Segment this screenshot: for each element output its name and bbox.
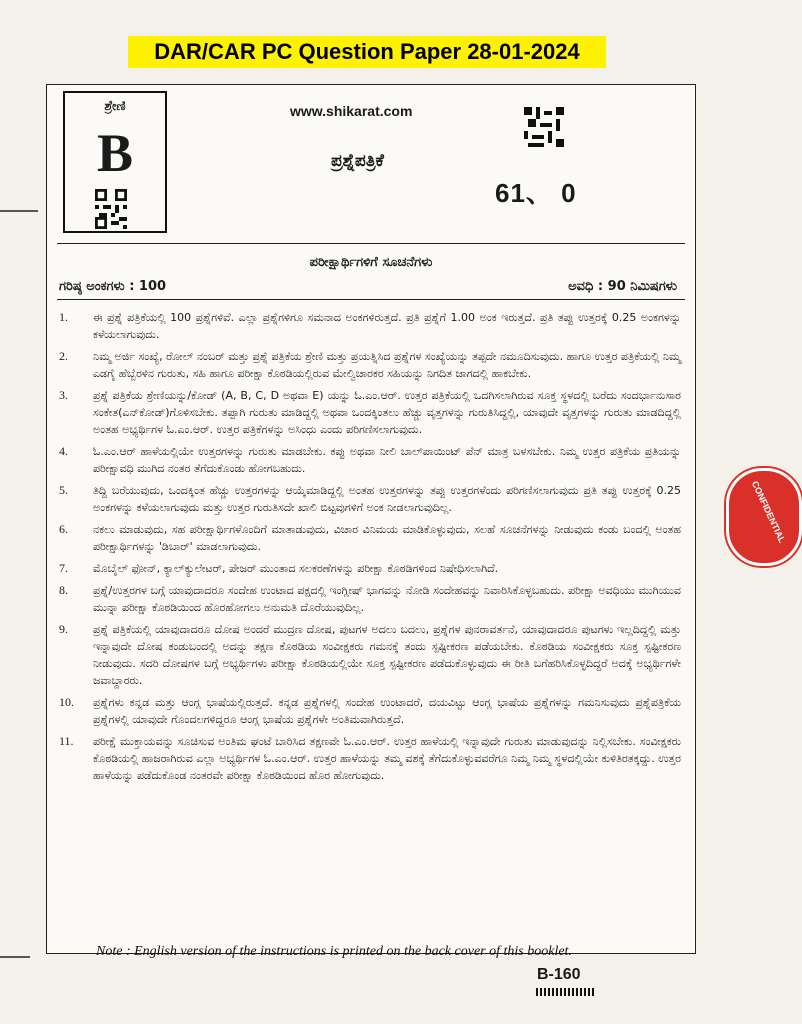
max-marks: ಗರಿಷ್ಠ ಅಂಕಗಳು : 100 (59, 279, 167, 294)
instruction-item (59, 443, 681, 477)
instruction-number: 4. (59, 444, 68, 458)
instruction-item (59, 521, 681, 555)
instruction-text: ನಕಲು ಮಾಡುವುದು, ಸಹ ಪರೀಕ್ಷಾರ್ಥಿಗಳೊಂದಿಗೆ ಮಾತಾಡುವುದು, ವಿಚಾರ ವಿನಿಮಯ ಮಾಡಿಕೊಳ್ಳುವುದು, ಸಲಹೆ ಸೂಚನೆಗಳನ್ನು ನೀಡುವುದು ಕಂಡು ಬಂದಲ್ಲಿ ಅಂತಹ ಪರೀಕ್ಷಾರ್ಥಿಗಳನ್ನು 'ಡಿಬಾರ್' ಮಾಡಲಾಗುವುದು. (93, 523, 681, 553)
instruction-number: 2. (59, 349, 68, 363)
instruction-number: 1. (59, 310, 68, 324)
instructions-list (59, 309, 681, 789)
confidential-stamp (726, 468, 802, 566)
stamp-text: CONFIDENTIAL (749, 479, 788, 545)
instruction-item (59, 309, 681, 343)
instruction-text: ಓ.ಎಂ.ಆರ್ ಹಾಳೆಯಲ್ಲಿಯೇ ಉತ್ತರಗಳನ್ನು ಗುರುತು ಮಾಡಬೇಕು. ಕಪ್ಪು ಅಥವಾ ನೀಲಿ ಬಾಲ್‌ಪಾಯಿಂಟ್ ಪೆನ್ ಮಾತ್ರ ಬಳಸಬೇಕು. ನಿಮ್ಮ ಉತ್ತರ ಪತ್ರಿಕೆಯ ಪ್ರತಿಯನ್ನು ಪರೀಕ್ಷಾವಧಿ ಮುಗಿದ ನಂತರ ತೆಗೆದುಕೊಂಡು ಹೋಗಬಹುದು. (93, 445, 681, 475)
instruction-number: 9. (59, 622, 68, 636)
series-letter: B (96, 123, 134, 183)
instruction-number: 11. (59, 734, 74, 748)
instruction-item (59, 621, 681, 689)
series-box (63, 91, 167, 233)
instruction-item (59, 582, 681, 616)
booklet-title: ಪ್ರಶ್ನೆಪತ್ರಿಕೆ (331, 151, 384, 171)
divider (57, 243, 685, 244)
question-paper-sheet (46, 84, 696, 954)
exam-duration: ಅವಧಿ : 90 ನಿಮಿಷಗಳು (568, 279, 677, 294)
instruction-item (59, 348, 681, 382)
instruction-number: 8. (59, 583, 68, 597)
instruction-number: 10. (59, 695, 74, 709)
series-label: ಶ್ರೇಣಿ (104, 99, 126, 114)
instruction-item (59, 694, 681, 728)
instruction-number: 5. (59, 483, 68, 497)
instruction-text: ಪ್ರಶ್ನೆ ಪತ್ರಿಕೆಯಲ್ಲಿ ಯಾವುದಾದರೂ ದೋಷ ಅಂದರೆ ಮುದ್ರಣ ದೋಷ, ಪುಟಗಳ ಅದಲು ಬದಲು, ಪ್ರಶ್ನೆಗಳ ಪುನರಾವರ್ತನೆ, ಯಾವುದಾದರೂ ಪುಟಗಳು ಇಲ್ಲದಿದ್ದಲ್ಲಿ ಮತ್ತು ಇನ್ನಾವುದೇ ದೋಷ ಕಂಡುಬಂದಲ್ಲಿ ಅದನ್ನು ತಕ್ಷಣ ಕೊಠಡಿಯ ಸಂವೀಕ್ಷಕರು ಗಮನಕ್ಕೆ ತಂದು ಸ್ಪಷ್ಟೀಕರಣ ಪಡೆಯಬೇಕು. ಕೊಠಡಿಯ ಸಂವೀಕ್ಷಕರು ಸೂಕ್ತ ಸ್ಪಷ್ಟೀಕರಣ ನೀಡುವುದು. ಸದರಿ ದೋಷಗಳ ಬಗ್ಗೆ ಅಭ್ಯರ್ಥಿಗಳು ಪರೀಕ್ಷಾ ಕೊಠಡಿಯಲ್ಲಿಯೇ ಸೂಕ್ತ ಸ್ಪಷ್ಟೀಕರಣ ಪಡೆದುಕೊಳ್ಳುವುದು ಈ ರೀತಿ ಬಗೆಹರಿಸಿಕೊಳ್ಳದಿದ್ದರೆ ಅದಕ್ಕೆ ಅಭ್ಯರ್ಥಿಗಳೇ ಜವಾಬ್ದಾರರು. (93, 623, 681, 687)
barcode-icon (523, 107, 565, 147)
instruction-item (59, 733, 681, 784)
instruction-item (59, 482, 681, 516)
instruction-text: ಪ್ರಶ್ನೆಗಳು ಕನ್ನಡ ಮತ್ತು ಆಂಗ್ಲ ಭಾಷೆಯಲ್ಲಿರುತ್ತದೆ. ಕನ್ನಡ ಪ್ರಶ್ನೆಗಳಲ್ಲಿ ಸಂದೇಹ ಉಂಟಾದರೆ, ದಯವಿಟ್ಟು ಆಂಗ್ಲ ಭಾಷೆಯ ಪ್ರಶ್ನೆಗಳನ್ನು ಗಮನಿಸುವುದು ಪ್ರಶ್ನೆಪತ್ರಿಕೆಯ ಪ್ರಶ್ನೆಗಳಲ್ಲಿ ಯಾವುದೇ ಗೊಂದಲಗಳಿದ್ದರೂ ಆಂಗ್ಲ ಭಾಷೆಯ ಪ್ರಶ್ನೆಗಳೇ ಅಂತಿಮವಾಗಿರುತ್ತದೆ. (93, 696, 681, 726)
instruction-text: ನಿಮ್ಮ ಅರ್ಜಿ ಸಂಖ್ಯೆ, ರೋಲ್ ನಂಬರ್ ಮತ್ತು ಪ್ರಶ್ನೆ ಪತ್ರಿಕೆಯ ಶ್ರೇಣಿ ಮತ್ತು ಪ್ರಯತ್ನಿಸಿದ ಪ್ರಶ್ನೆಗಳ ಸಂಖ್ಯೆಯನ್ನು ತಪ್ಪದೇ ನಮೂದಿಸುವುದು. ಹಾಗೂ ಉತ್ತರ ಪತ್ರಿಕೆಯಲ್ಲಿ ನಿಮ್ಮ ಎಡಗೈ ಹೆಬ್ಬೆರಳಿನ ಗುರುತು, ಸಹಿ ಹಾಗೂ ಪರೀಕ್ಷಾ ಕೊಠಡಿಯಲ್ಲಿರುವ ಮೇಲ್ವಿಚಾರಕರ ಸಹಿಯನ್ನು ನಿಗದಿತ ಜಾಗದಲ್ಲಿ ಹಾಕಬೇಕು. (93, 350, 681, 380)
instruction-text: ಈ ಪ್ರಶ್ನೆ ಪತ್ರಿಕೆಯಲ್ಲಿ 100 ಪ್ರಶ್ನೆಗಳಿವೆ. ಎಲ್ಲಾ ಪ್ರಶ್ನೆಗಳಿಗೂ ಸಮನಾದ ಅಂಕಗಳಿರುತ್ತದೆ. ಪ್ರತಿ ಪ್ರಶ್ನೆಗೆ 1.00 ಅಂಕ ಇರುತ್ತದೆ. ಪ್ರತಿ ತಪ್ಪು ಉತ್ತರಕ್ಕೆ 0.25 ಅಂಕಗಳನ್ನು ಕಳೆಯಲಾಗುವುದು. (93, 311, 681, 341)
instruction-item (59, 560, 681, 577)
instruction-text: ಮೊಬೈಲ್ ಫೋನ್, ಕ್ಯಾಲ್‌ಕ್ಯುಲೇಟರ್, ಪೇಜರ್ ಮುಂತಾದ ಸಲಕರಣೆಗಳನ್ನು ಪರೀಕ್ಷಾ ಕೊಠಡಿಗಳಿಂದ ನಿಷೇಧಿಸಲಾಗಿದೆ. (93, 562, 499, 575)
instruction-number: 3. (59, 388, 68, 402)
instruction-text: ಪರೀಕ್ಷೆ ಮುಕ್ತಾಯವನ್ನು ಸೂಚಿಸುವ ಅಂತಿಮ ಘಂಟೆ ಬಾರಿಸಿದ ತಕ್ಷಣವೇ ಓ.ಎಂ.ಆರ್. ಉತ್ತರ ಹಾಳೆಯಲ್ಲಿ ಇನ್ನಾವುದೇ ಗುರುತು ಮಾಡುವುದನ್ನು ನಿಲ್ಲಿಸಬೇಕು. ಸಂವೀಕ್ಷಕರು ಕೊಠಡಿಯಲ್ಲಿ ಹಾಜರಾಗಿರುವ ಎಲ್ಲಾ ಅಭ್ಯರ್ಥಿಗಳ ಓ.ಎಂ.ಆರ್. ಉತ್ತರ ಹಾಳೆಯನ್ನು ತಮ್ಮ ವಶಕ್ಕೆ ತೆಗೆದುಕೊಳ್ಳುವವರೆಗೂ ನಿಮ್ಮ ನಿಮ್ಮ ಸ್ಥಳದಲ್ಲಿಯೇ ಕುಳಿತಿರತಕ್ಕದ್ದು. ಉತ್ತರ ಹಾಳೆಯನ್ನು ಪಡೆದುಕೊಂಡ ನಂತರವೇ ಪರೀಕ್ಷಾ ಕೊಠಡಿಯಿಂದ ಹೊರ ಹೋಗುವುದು. (93, 735, 681, 782)
qr-code-icon (95, 189, 127, 229)
instruction-number: 7. (59, 561, 68, 575)
instruction-text: ಪ್ರಶ್ನೆ/ಉತ್ತರಗಳ ಬಗ್ಗೆ ಯಾವುದಾದರೂ ಸಂದೇಹ ಉಂಟಾದ ಪಕ್ಷದಲ್ಲಿ ಇಂಗ್ಲೀಷ್ ಭಾಗವನ್ನು ನೋಡಿ ಸಂದೇಹವನ್ನು ನಿವಾರಿಸಿಕೊಳ್ಳಬಹುದು. ಪರೀಕ್ಷಾ ಅವಧಿಯು ಮುಗಿಯುವ ಮುನ್ನಾ ಪರೀಕ್ಷಾ ಕೊಠಡಿಯಿಂದ ಹೊರಹೋಗಲು ಅನುಮತಿ ದೊರೆಯುವುದಿಲ್ಲ. (93, 584, 681, 614)
page-edge-mark (0, 210, 38, 212)
page-code: B-160 (537, 966, 581, 983)
website-watermark: www.shikarat.com (290, 103, 413, 119)
english-version-note: Note : English version of the instructions is printed on the back cover of this booklet. (96, 944, 572, 959)
instruction-text: ಪ್ರಶ್ನೆ ಪತ್ರಿಕೆಯ ಶ್ರೇಣಿಯನ್ನು/ಕೋಡ್ (A, B, C, D ಅಥವಾ E) ಯನ್ನು ಓ.ಎಂ.ಆರ್. ಉತ್ತರ ಪತ್ರಿಕೆಯಲ್ಲಿ ಒದಗಿಸಲಾಗಿರುವ ಸೂಕ್ತ ಸ್ಥಳದಲ್ಲಿ ಬರೆದು ಸಂದರ್ಭಾನುಸಾರ ಸಂಕೇತ(ಎನ್‌ಕೋಡ್)ಗೊಳಿಸಬೇಕು. ತಪ್ಪಾಗಿ ಗುರುತು ಮಾಡಿದ್ದಲ್ಲಿ ಅಥವಾ ಒಂದಕ್ಕಿಂತಲು ಹೆಚ್ಚು ವೃತ್ತಗಳನ್ನು ಗುರುತಿಸಿದ್ದಲ್ಲಿ, ಯಾವುದೇ ವೃತ್ತಗಳನ್ನು ಗುರುತು ಮಾಡದಿದ್ದಲ್ಲಿ ಅಂತಹ ಅಭ್ಯರ್ಥಿಗಳ ಓ.ಎಂ.ಆರ್. ಉತ್ತರ ಪತ್ರಿಕೆಗಳನ್ನು ಅಸಿಂಧು ಎಂದು ಪರಿಗಣಿಸಲಾಗುವುದು. (93, 389, 681, 436)
page-barcode-icon (536, 988, 596, 996)
booklet-number: 61、 0 (495, 178, 577, 208)
page-banner-title: DAR/CAR PC Question Paper 28-01-2024 (128, 36, 606, 68)
instruction-number: 6. (59, 522, 68, 536)
instruction-item (59, 387, 681, 438)
page-edge-mark (0, 956, 30, 958)
instruction-text: ತಿದ್ದಿ ಬರೆಯುವುದು, ಒಂದಕ್ಕಿಂತ ಹೆಚ್ಚು ಉತ್ತರಗಳನ್ನು ಆಯ್ಕೆಮಾಡಿದ್ದಲ್ಲಿ ಅಂತಹ ಉತ್ತರಗಳನ್ನು ತಪ್ಪು ಉತ್ತರಗಳೆಂದು ಪರಿಗಣಿಸಲಾಗುವುದು ಪ್ರತಿ ತಪ್ಪು ಉತ್ತರಕ್ಕೆ 0.25 ಅಂಕಗಳನ್ನು ಕಳೆಯಲಾಗುವುದು ಮತ್ತು ಉತ್ತರ ಗುರುತಿಸದೇ ಖಾಲಿ ಬಿಟ್ಟವುಗಳಿಗೆ ಅಂಕ ನೀಡಲಾಗುವುದಿಲ್ಲ. (93, 484, 681, 514)
divider (57, 299, 685, 300)
instructions-heading: ಪರೀಕ್ಷಾರ್ಥಿಗಳಿಗೆ ಸೂಚನೆಗಳು (309, 255, 433, 270)
